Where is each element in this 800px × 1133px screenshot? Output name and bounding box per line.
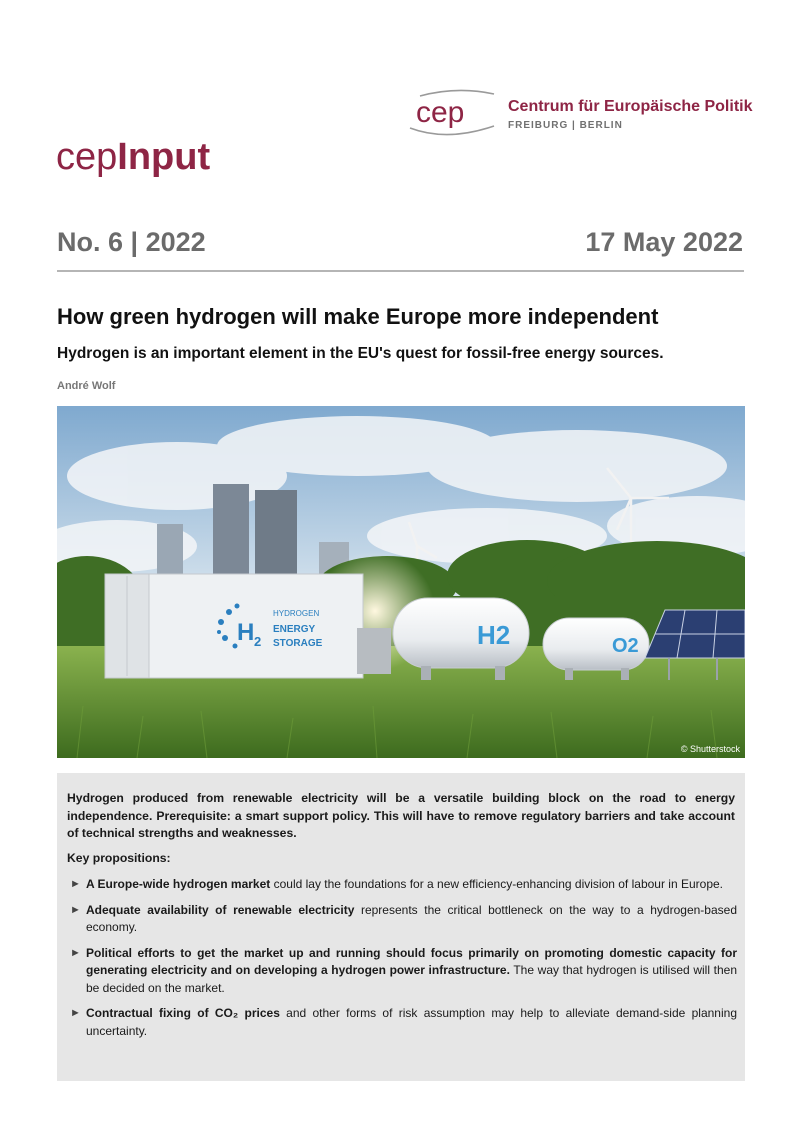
key-propositions-list [67, 876, 737, 1048]
storage-line-2: ENERGY [273, 624, 316, 635]
list-item: ► Contractual fixing of CO₂ prices and other forms of risk assumption may help to alleviate demand-side planning uncertainty. [70, 1006, 737, 1038]
bullet-arrow-icon: ► [70, 946, 81, 959]
storage-line-1: HYDROGEN [273, 609, 320, 618]
org-location: FREIBURG | BERLIN [508, 120, 623, 131]
article-author: André Wolf [57, 380, 116, 392]
header-divider [57, 270, 744, 272]
key-propositions-heading: Key propositions: [67, 851, 171, 865]
list-item: ► Adequate availability of renewable electricity represents the critical bottleneck on the way to a hydrogen-based economy. [70, 902, 737, 934]
logo-text: cep [416, 96, 465, 129]
brand-part1: cep [56, 136, 118, 178]
issue-number: No. 6 | 2022 [57, 227, 206, 257]
issue-date: 17 May 2022 [585, 227, 743, 257]
cep-logo [402, 84, 502, 140]
bullet-arrow-icon: ► [70, 878, 81, 890]
h2-subscript: 2 [254, 634, 262, 649]
tank1-label: H2 [477, 620, 511, 650]
storage-container [105, 574, 363, 678]
bullet-arrow-icon: ► [70, 1007, 81, 1019]
article-subtitle: Hydrogen is an important element in the EU's quest for fossil-free energy sources. [57, 345, 664, 362]
bullet-arrow-icon: ► [70, 903, 81, 916]
list-item: ► A Europe-wide hydrogen market could lay the foundations for a new efficiency-enhancing division of labour in Europe. [67, 876, 737, 894]
storage-line-3: STORAGE [273, 638, 323, 649]
image-credit: © Shutterstock [680, 744, 740, 754]
summary-intro: Hydrogen produced from renewable electricity will be a versatile building block on the road to energy independence. Prerequisite: a smart support policy. This will have to remove regulatory barriers and take account of technical strengths and weaknesses. [67, 791, 735, 840]
list-item: ► Political efforts to get the market up and running should focus primarily on promoting domestic capacity for generating electricity and on developing a hydrogen power infrastructure. The way that hydrogen is utilised will then be decided on the market. [70, 945, 737, 995]
hero-image [57, 406, 745, 758]
brand-part2: Input [117, 136, 211, 178]
article-title: How green hydrogen will make Europe more independent [57, 304, 659, 329]
org-name: Centrum für Europäische Politik [508, 98, 753, 115]
tank2-label: O2 [612, 635, 639, 657]
h2-label: H [237, 619, 255, 646]
publication-brand [56, 136, 210, 179]
